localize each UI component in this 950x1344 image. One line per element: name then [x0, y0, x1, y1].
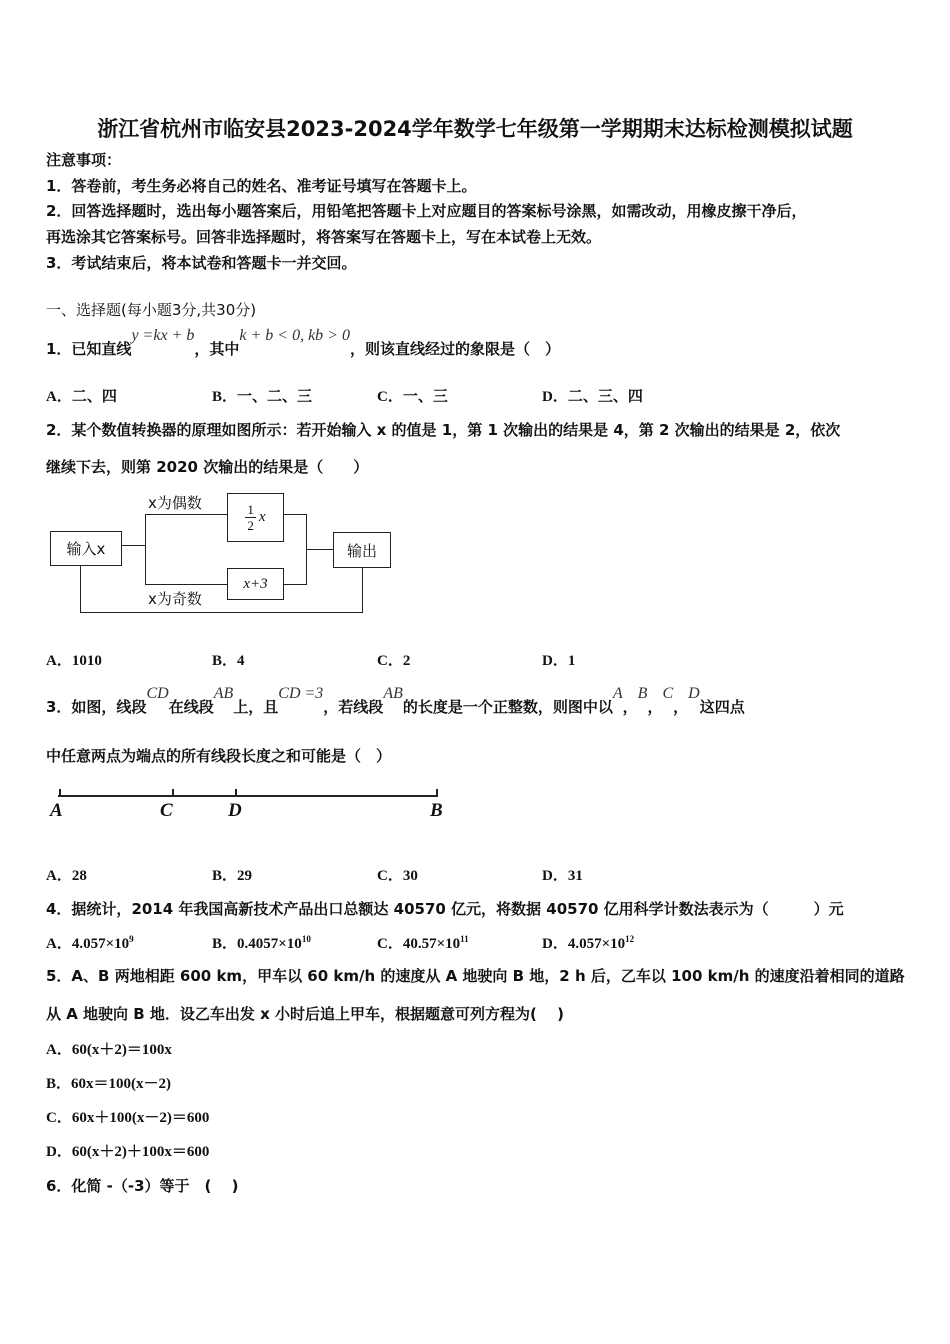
q3-math: D [688, 685, 700, 702]
q1-text: 1．已知直线 [46, 340, 132, 358]
option: A．二、四 [46, 389, 117, 405]
option [542, 932, 634, 953]
option: B．一、二、三 [212, 389, 313, 405]
q3-text: 这四点 [699, 698, 745, 716]
q1-text: ，其中 [194, 340, 240, 358]
option: C．30 [377, 868, 418, 884]
odd-label: x为奇数 [148, 590, 202, 608]
option-exponent: 10 [301, 934, 311, 944]
notice-line: 1．答卷前，考生务必将自己的姓名、准考证号填写在答题卡上。 [46, 177, 477, 195]
option: C．一、三 [377, 389, 448, 405]
point-label-b: B [430, 800, 443, 821]
option [46, 932, 134, 953]
option: D．60(x＋2)＋100x＝600 [46, 1144, 210, 1160]
option: D．二、三、四 [542, 389, 643, 405]
option-base: D．4.057×10 [542, 936, 626, 952]
option-exponent: 11 [460, 934, 469, 944]
q3-text: 上，且 [233, 698, 279, 716]
point-label-c: C [160, 800, 173, 821]
option-base: C．40.57×10 [377, 936, 461, 952]
option: A．1010 [46, 653, 102, 669]
q3-math: C [662, 685, 674, 702]
converter-diagram [40, 480, 400, 620]
input-box: 输入x [50, 531, 122, 566]
option: C．2 [377, 653, 411, 669]
question-1 [46, 327, 560, 360]
question-4-line: 4．据统计，2014 年我国高新技术产品出口总额达 40570 亿元，将数据 40570 亿用科学计数法表示为（ ）元 [46, 900, 844, 918]
fraction-denominator: 2 [247, 518, 254, 533]
q3-text: ， [647, 698, 663, 716]
option: B．4 [212, 653, 245, 669]
option: B．60x＝100(x－2) [46, 1076, 171, 1092]
q3-math: A [612, 685, 623, 702]
notice-line: 再选涂其它答案标号。回答非选择题时，将答案写在答题卡上，写在本试卷上无效。 [46, 228, 602, 246]
notice-heading: 注意事项： [46, 151, 122, 169]
fraction-numerator: 1 [247, 502, 254, 517]
option: D．31 [542, 868, 583, 884]
option: D．1 [542, 653, 576, 669]
q3-text: 的长度是一个正整数，则图中以 [402, 698, 613, 716]
q3-math: AB [213, 685, 234, 702]
option: A．28 [46, 868, 87, 884]
page-title: 浙江省杭州市临安县2023-2024学年数学七年级第一学期期末达标检测模拟试题 [97, 117, 853, 141]
section-heading: 一、选择题(每小题3分,共30分) [46, 301, 257, 319]
question-5-line: 5．A、B 两地相距 600 km，甲车以 60 km/h 的速度从 A 地驶向 B 地，2 h 后，乙车以 100 km/h 的速度沿着相同的道路 [46, 967, 905, 985]
option-base: B．0.4057×10 [212, 936, 302, 952]
variable: x [258, 509, 266, 525]
question-5-line: 从 A 地驶向 B 地．设乙车出发 x 小时后追上甲车，根据题意可列方程为( ) [46, 1005, 564, 1023]
plus-three-box: x+3 [227, 568, 284, 600]
point-label-a: A [50, 800, 63, 821]
q3-text: 在线段 [168, 698, 214, 716]
option [212, 932, 311, 953]
q1-math: k + b < 0, kb > 0 [239, 327, 350, 344]
half-x-box [227, 493, 284, 542]
option [377, 932, 469, 953]
question-6-line: 6．化简 -（-3）等于 ( ) [46, 1177, 239, 1195]
option: A．60(x＋2)＝100x [46, 1042, 172, 1058]
option-exponent: 9 [129, 934, 134, 944]
question-2-line: 继续下去，则第 2020 次输出的结果是（ ） [46, 458, 369, 476]
option-exponent: 12 [625, 934, 635, 944]
q3-math: B [637, 685, 648, 702]
even-label: x为偶数 [148, 494, 202, 512]
q3-text: 3．如图，线段 [46, 698, 147, 716]
question-3-line: 中任意两点为端点的所有线段长度之和可能是（ ） [46, 747, 392, 765]
q3-math: CD =3 [278, 685, 324, 702]
output-box: 输出 [333, 532, 391, 568]
question-2-line: 2．某个数值转换器的原理如图所示：若开始输入 x 的值是 1，第 1 次输出的结果是 4，第 2 次输出的结果是 2，依次 [46, 421, 841, 439]
q3-text: ， [673, 698, 689, 716]
notice-line: 3．考试结束后，将本试卷和答题卡一并交回。 [46, 254, 357, 272]
question-3 [46, 685, 745, 718]
q3-text: ，若线段 [323, 698, 384, 716]
option-base: A．4.057×10 [46, 936, 130, 952]
option: B．29 [212, 868, 253, 884]
notice-line: 2．回答选择题时，选出每小题答案后，用铅笔把答题卡上对应题目的答案标号涂黑，如需改动，用橡皮擦干净后， [46, 202, 807, 220]
q1-math: y =kx + b [131, 327, 195, 344]
q1-text: ，则该直线经过的象限是（ ） [349, 340, 560, 358]
segment-figure [0, 780, 460, 830]
q3-text: ， [622, 698, 638, 716]
point-label-d: D [228, 800, 242, 821]
q3-math: AB [383, 685, 403, 702]
q3-math: CD [146, 685, 169, 702]
option: C．60x＋100(x－2)＝600 [46, 1110, 210, 1126]
